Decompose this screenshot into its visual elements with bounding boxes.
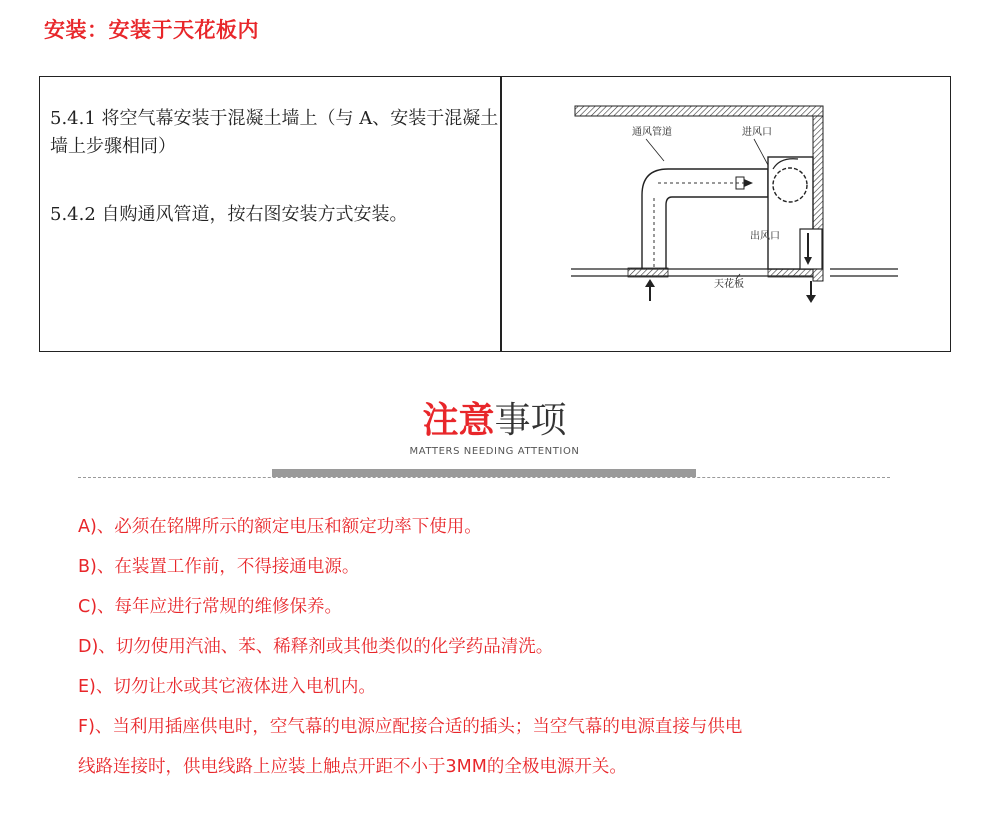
notice-subtitle: MATTERS NEEDING ATTENTION bbox=[409, 446, 580, 457]
label-inlet: 进风口 bbox=[742, 127, 772, 138]
table-divider bbox=[500, 77, 502, 351]
dashed-rule bbox=[78, 477, 890, 478]
notice-item-d: D)、切勿使用汽油、苯、稀释剂或其他类似的化学药品清洗。 bbox=[78, 637, 554, 657]
notice-item-b: B)、在装置工作前，不得接通电源。 bbox=[78, 557, 360, 577]
label-duct: 通风管道 bbox=[632, 127, 672, 138]
notice-title-rest: 事项 bbox=[494, 400, 567, 441]
slab-top bbox=[575, 106, 823, 116]
instructions-cell bbox=[50, 105, 500, 269]
notice-item-a: A)、必须在铭牌所示的额定电压和额定功率下使用。 bbox=[78, 517, 482, 537]
notice-item-c: C)、每年应进行常规的维修保养。 bbox=[78, 597, 343, 617]
outlet-box bbox=[800, 229, 822, 269]
notice-list bbox=[78, 512, 918, 792]
label-outlet: 出风口 bbox=[750, 231, 780, 242]
install-instructions-table bbox=[39, 76, 951, 352]
notice-title-bold: 注意 bbox=[422, 400, 495, 441]
notice-item-f-cont: 线路连接时，供电线路上应装上触点开距不小于3MM的全极电源开关。 bbox=[78, 757, 627, 777]
ceiling-install-diagram bbox=[568, 99, 898, 319]
gray-bar bbox=[272, 469, 696, 477]
notice-item-f: F)、当利用插座供电时，空气幕的电源应配接合适的插头；当空气幕的电源直接与供电 bbox=[78, 717, 743, 737]
step-5-4-2: 5.4.2 自购通风管道，按右图安装方式安装。 bbox=[50, 204, 408, 225]
notice-item-e: E)、切勿让水或其它液体进入电机内。 bbox=[78, 677, 376, 697]
notice-title bbox=[0, 392, 989, 443]
install-heading: 安装：安装于天花板内 bbox=[44, 18, 259, 42]
step-5-4-1: 5.4.1 将空气幕安装于混凝土墙上（与 A、安装于混凝土墙上步骤相同） bbox=[50, 108, 499, 157]
label-ceiling: 天花板 bbox=[714, 279, 744, 290]
